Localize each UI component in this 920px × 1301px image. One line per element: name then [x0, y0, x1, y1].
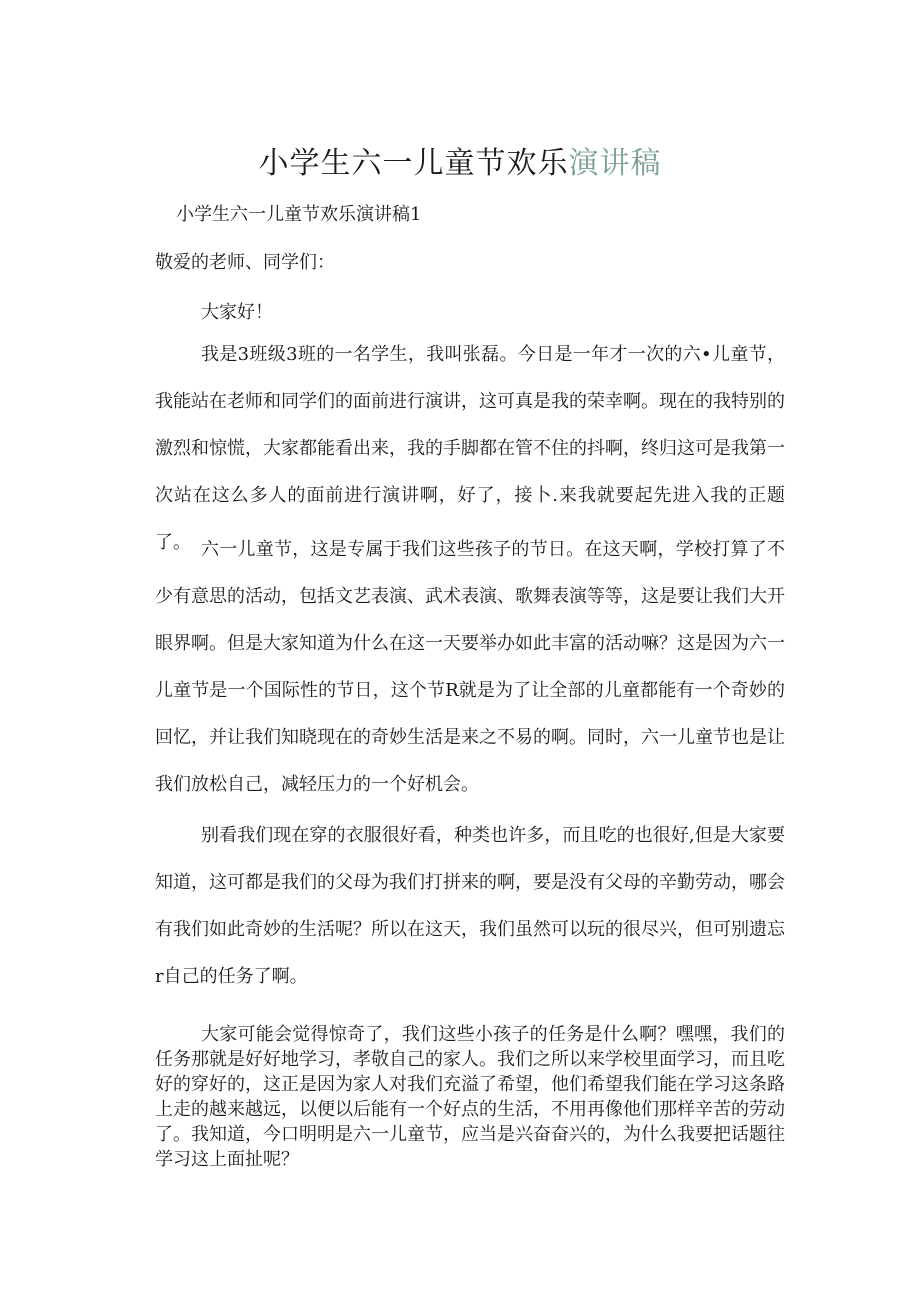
paragraph-intro: 我是3班级3班的一名学生，我叫张磊。今日是一年才一次的六•儿童节，我能站在老师和同学们的面前进行演讲，这可真是我的荣幸啊。现在的我特别的激烈和惊慌，大家都能看出来，我的手脚都在管不住的抖啊，终归这可是我第一次站在这么多人的面前进行演讲啊，好了，接卜.来我就要起先进入我的正题了。 — [155, 344, 785, 553]
title-main: 小学生六一儿童节欢乐 — [258, 146, 569, 181]
greeting: 大家好！ — [201, 302, 273, 323]
paragraph-childrens-day: 六一儿童节，这是专属于我们这些孩子的节日。在这天啊，学校打算了不少有意思的活动，包括文艺表演、武术表演、歌舞表演等等，这是要让我们大开眼界啊。但是大家知道为什么在这一天要举办如此丰富的活动嘛？这是因为六一儿童节是一个国际性的节日，这个节R就是为了让全部的儿童都能有一个奇妙的回忆，并让我们知晓现在的奇妙生活是来之不易的啊。同时，六一儿童节也是让我们放松自己，减轻压力的一个好机会。 — [155, 539, 785, 795]
paragraph-parents: 别看我们现在穿的衣服很好看，种类也许多，而且吃的也很好,但是大家要知道，这可都是我们的父母为我们打拼来的啊，要是没有父母的辛勤劳动，哪会有我们如此奇妙的生活呢？所以在这天，我们虽然可以玩的很尽兴，但可别遗忘r自己的任务了啊。 — [155, 825, 785, 987]
speech-subtitle: 小学生六一儿童节欢乐演讲稿1 — [176, 204, 422, 225]
paragraph-study: 大家可能会觉得惊奇了，我们这些小孩子的任务是什么啊？嘿嘿，我们的任务那就是好好地学习，孝敬自己的家人。我们之所以来学校里面学习，而且吃好的穿好的，这正是因为家人对我们充溢了希望，他们希望我们能在学习这条路上走的越来越远，以便以后能有一个好点的生活，不用再像他们那样辛苦的劳动了。我知道，今口明明是六一儿童节，应当是兴奋奋兴的，为什么我要把话题往学习这上面扯呢？ — [155, 1024, 785, 1170]
salutation: 敬爱的老师、同学们： — [155, 252, 335, 273]
title-accent: 演讲稿 — [568, 146, 662, 181]
document-title — [0, 138, 920, 182]
